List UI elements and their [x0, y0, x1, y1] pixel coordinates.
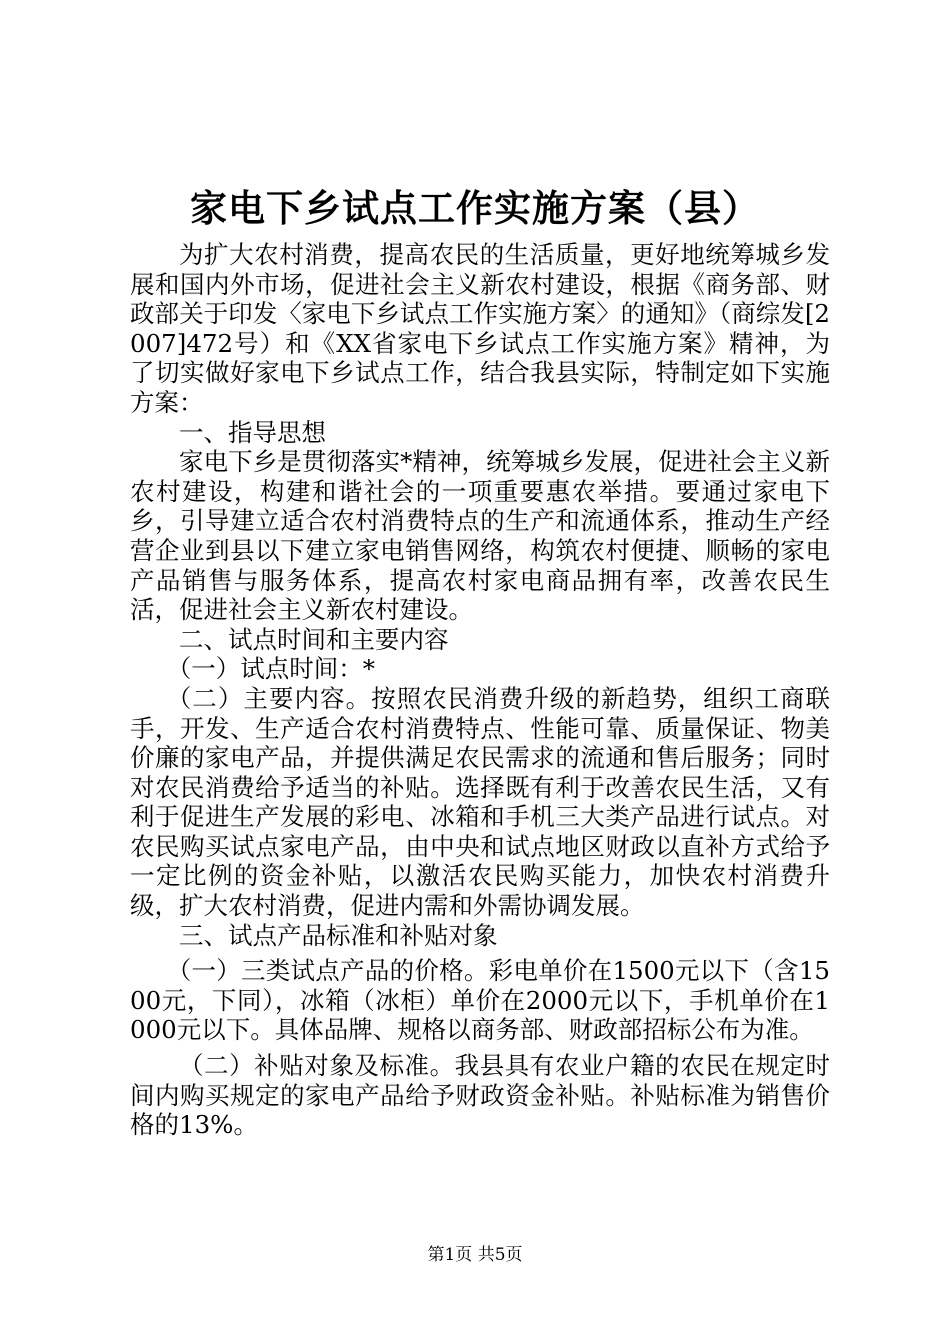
subsection-2-2: （二）主要内容。按照农民消费升级的新趋势，组织工商联手，开发、生产适合农村消费特点、性能可靠、质量保证、物美价廉的家电产品，并提供满足农民需求的流通和售后服务；同时对农民消费给予适当的补贴。选择既有利于改善农民生活，又有利于促进生产发展的彩电、冰箱和手机三大类产品进行试点。对农民购买试点家电产品，由中央和试点地区财政以直补方式给予一定比例的资金补贴，以激活农民购买能力，加快农村消费升级，扩大农村消费，促进内需和外需协调发展。: [130, 683, 830, 921]
subsection-2-1: （一）试点时间：*: [166, 654, 375, 684]
document-body: [130, 240, 830, 1140]
section-heading-2: 二、试点时间和主要内容: [179, 624, 449, 654]
section-heading-3: 三、试点产品标准和补贴对象: [179, 920, 498, 950]
subsection-3-2: （二）补贴对象及标准。我县具有农业户籍的农民在规定时间内购买规定的家电产品给予财政资金补贴。补贴标准为销售价格的13%。: [130, 1051, 830, 1140]
intro-paragraph: 为扩大农村消费，提高农民的生活质量，更好地统筹城乡发展和国内外市场，促进社会主义新农村建设，根据《商务部、财政部关于印发〈家电下乡试点工作实施方案〉的通知》（商综发[2007]472号）和《XX省家电下乡试点工作实施方案》精神，为了切实做好家电下乡试点工作，结合我县实际，特制定如下实施方案：: [130, 240, 830, 417]
section-heading-1: 一、指导思想: [179, 417, 326, 447]
subsection-3-1: （一）三类试点产品的价格。彩电单价在1500元以下（含1500元，下同），冰箱（冰柜）单价在2000元以下，手机单价在1000元以下。具体品牌、规格以商务部、财政部招标公布为准。: [130, 956, 830, 1045]
page-title: 家电下乡试点工作实施方案（县）: [190, 186, 760, 230]
section-1-paragraph: 家电下乡是贯彻落实*精神，统筹城乡发展，促进社会主义新农村建设，构建和谐社会的一项重要惠农举措。要通过家电下乡，引导建立适合农村消费特点的生产和流通体系，推动生产经营企业到县以下建立家电销售网络，构筑农村便捷、顺畅的家电产品销售与服务体系，提高农村家电商品拥有率，改善农民生活，促进社会主义新农村建设。: [130, 447, 830, 625]
page-footer: 第1页 共5页: [427, 1245, 523, 1265]
